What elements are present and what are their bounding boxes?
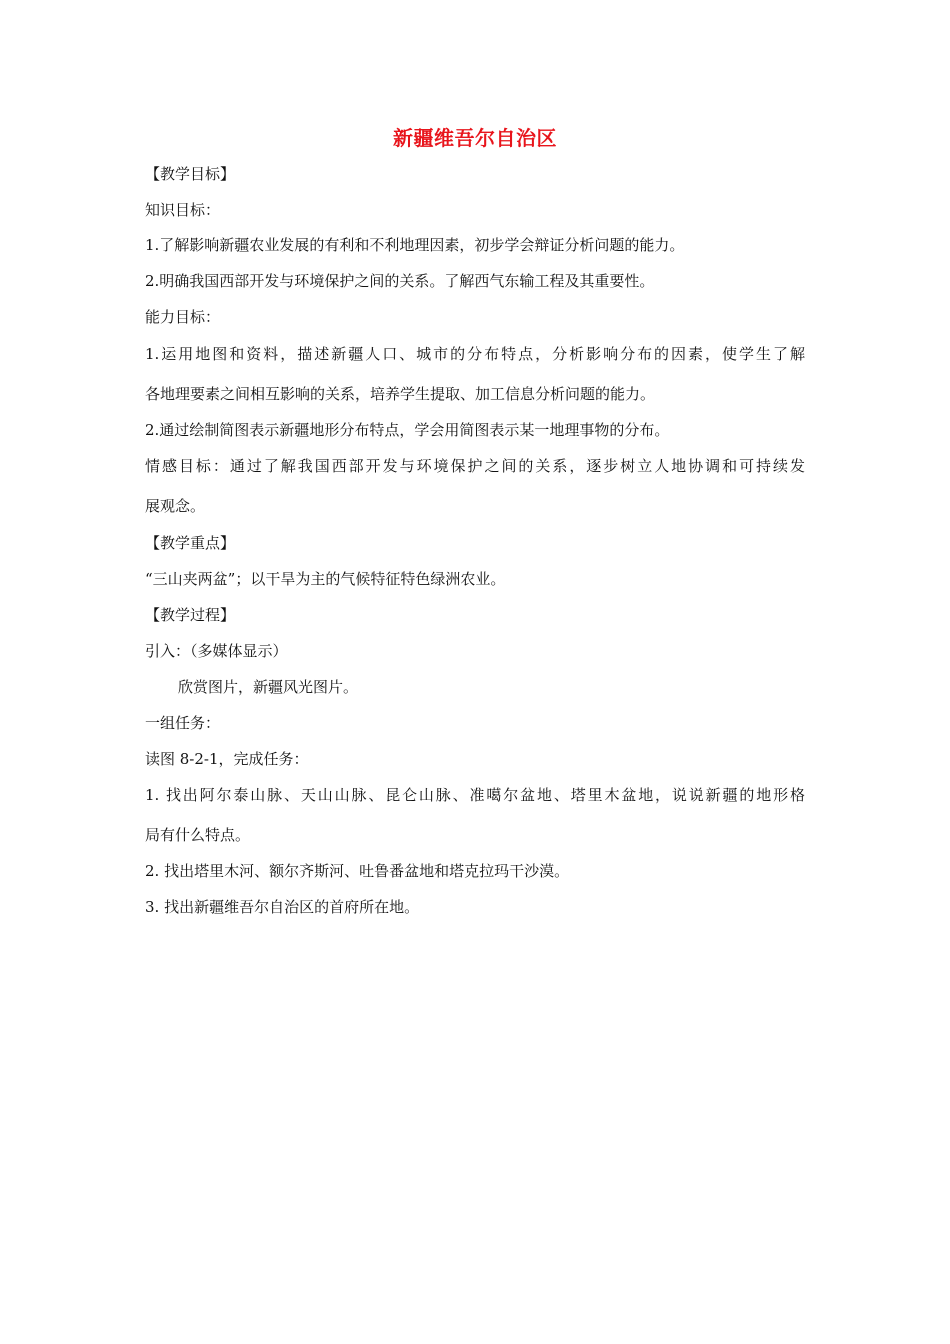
ability-goals-label: 能力目标： — [145, 308, 221, 326]
intro-line: 引入：（多媒体显示） — [145, 642, 288, 660]
knowledge-goals-label: 知识目标： — [145, 201, 221, 219]
task-1-line-2: 局有什么特点。 — [145, 826, 251, 844]
emotion-goal-line-2: 展观念。 — [145, 497, 206, 515]
emotion-goal-line-1: 情感目标：通过了解我国西部开发与环境保护之间的关系，逐步树立人地协调和可持续发 — [145, 457, 805, 475]
read-figure-line: 读图 8-2-1，完成任务： — [145, 750, 309, 768]
document-title: 新疆维吾尔自治区 — [393, 126, 557, 150]
section-heading-process: 【教学过程】 — [145, 606, 236, 624]
task-2: 2. 找出塔里木河、额尔齐斯河、吐鲁番盆地和塔克拉玛干沙漠。 — [145, 862, 570, 880]
task-group-label: 一组任务： — [145, 714, 221, 732]
ability-goal-2: 2.通过绘制简图表示新疆地形分布特点，学会用简图表示某一地理事物的分布。 — [145, 421, 670, 439]
section-heading-keypoints: 【教学重点】 — [145, 534, 236, 552]
task-3: 3. 找出新疆维吾尔自治区的首府所在地。 — [145, 898, 420, 916]
section-heading-objectives: 【教学目标】 — [145, 165, 236, 183]
task-1-line-1: 1. 找出阿尔泰山脉、天山山脉、昆仑山脉、准噶尔盆地、塔里木盆地，说说新疆的地形格 — [145, 786, 805, 804]
knowledge-goal-1: 1.了解影响新疆农业发展的有利和不利地理因素，初步学会辩证分析问题的能力。 — [145, 236, 685, 254]
keypoints-text: “三山夹两盆”；以干旱为主的气候特征特色绿洲农业。 — [145, 570, 506, 588]
appreciate-pictures-line: 欣赏图片，新疆风光图片。 — [178, 678, 359, 696]
ability-goal-1-line-1: 1.运用地图和资料，描述新疆人口、城市的分布特点，分析影响分布的因素，使学生了解 — [145, 345, 805, 363]
ability-goal-1-line-2: 各地理要素之间相互影响的关系，培养学生提取、加工信息分析问题的能力。 — [145, 385, 656, 403]
knowledge-goal-2: 2.明确我国西部开发与环境保护之间的关系。了解西气东输工程及其重要性。 — [145, 272, 655, 290]
